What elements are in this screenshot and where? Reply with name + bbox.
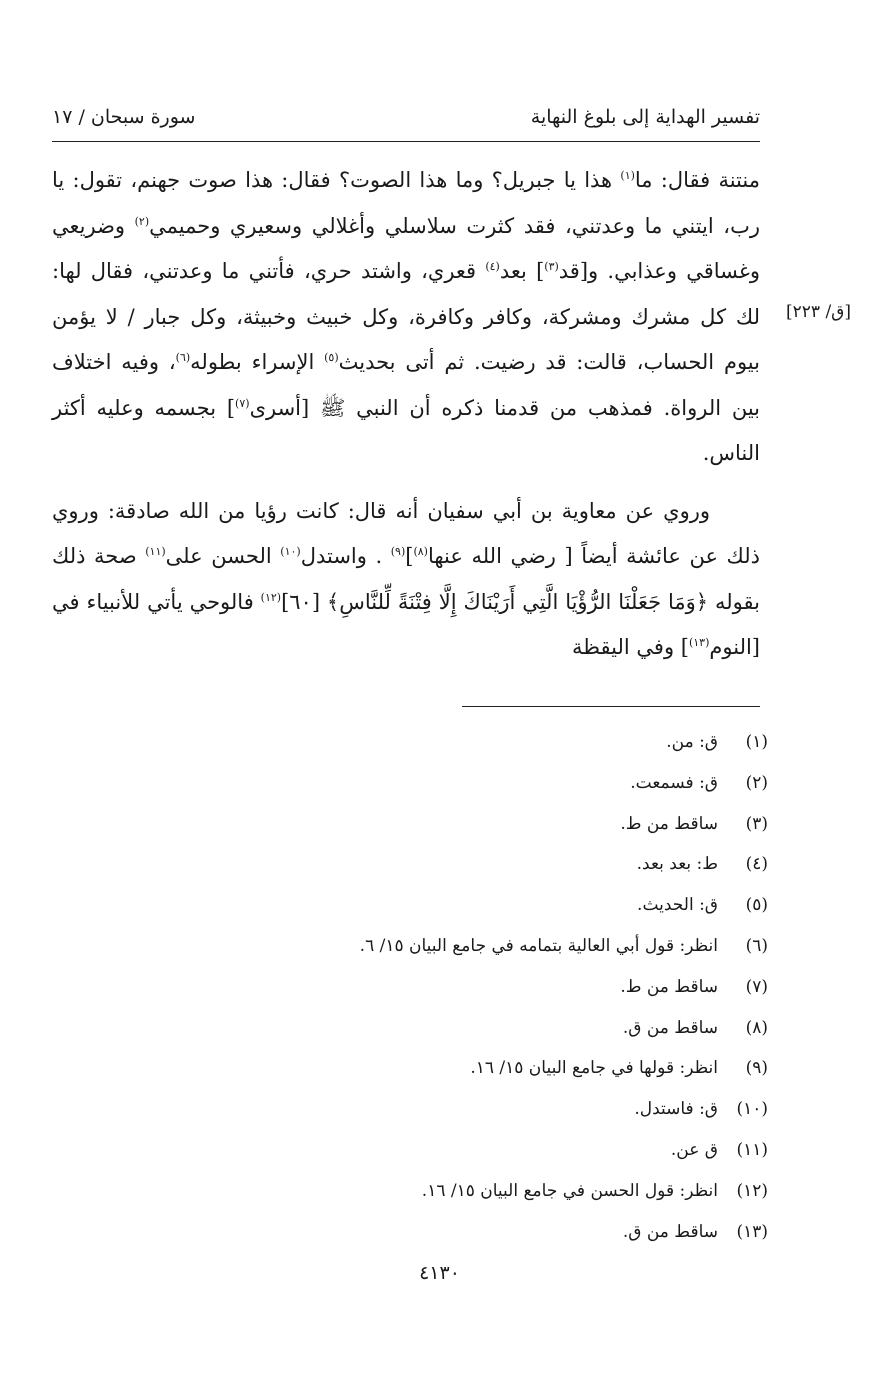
footnote-separator bbox=[462, 706, 760, 707]
footnote-item bbox=[52, 1048, 768, 1089]
footnote-text: ساقط من ط. bbox=[620, 813, 718, 834]
footnote-text: انظر: قول الحسن في جامع البيان ١٥/ ١٦. bbox=[421, 1180, 718, 1201]
text-line: بين الرواة. فمذهب من قدمنا ذكره أن النبي ﷺ [أسرى$^{(٧)}$] بجسمه وعليه أكثر bbox=[52, 395, 761, 420]
text-line: ﴿وَمَا جَعَلْنَا الرُّؤْيَا الَّتِي أَرَيْنَاكَ إِلَّا فِتْنَةً لِّلنَّاسِ﴾ [٦٠]$^{(١٢)}$ فالوحي يأتي للأنبياء في [النوم$^{(١٣)}$] وفي اليقظة bbox=[52, 589, 760, 659]
footnote-ref[interactable]: (٤) bbox=[485, 260, 500, 273]
footnote-text: ق: فسمعت. bbox=[630, 772, 718, 793]
footnote-number: (١٢) bbox=[736, 1180, 768, 1201]
footnote-ref[interactable]: (٢) bbox=[134, 214, 150, 228]
footnote-ref[interactable]: (٧) bbox=[235, 396, 250, 410]
footnote-text: ساقط من ق. bbox=[622, 1221, 718, 1242]
footnote-number: (٦) bbox=[745, 935, 768, 956]
footnote-item bbox=[52, 1008, 768, 1049]
footnote-number: (١٠) bbox=[736, 1099, 768, 1120]
footnote-item bbox=[52, 844, 768, 885]
footnote-text: ق: من. bbox=[666, 732, 718, 752]
text-line: ذلك عن عائشة أيضاً [ رضي الله عنها$^{(٨)}$]$^{(٩)}$ . واستدل$^{(١٠)}$ الحسن على$^{(١١)}$ صحة ذلك بقوله bbox=[52, 544, 760, 614]
surah-label: سورة سبحان / ١٧ bbox=[52, 106, 196, 128]
page-number: ٤١٣٠ bbox=[419, 1262, 460, 1284]
footnote-item bbox=[52, 926, 768, 967]
running-header bbox=[52, 100, 760, 134]
footnote-item bbox=[52, 804, 768, 845]
footnote-ref[interactable]: (١) bbox=[620, 169, 635, 182]
header-rule bbox=[52, 141, 760, 142]
text-line: لك كل مشرك ومشركة، وكافر وكافرة، وكل خبيث وخبيثة، وكل جبار / لا يؤمن bbox=[52, 304, 760, 329]
footnote-text: ق: فاستدل. bbox=[634, 1099, 718, 1120]
footnote-text: ساقط من ط. bbox=[620, 976, 718, 997]
footnote-number: (٤) bbox=[745, 854, 768, 875]
paragraph-1 bbox=[52, 158, 760, 477]
footnote-number: (٧) bbox=[745, 976, 768, 997]
footnote-ref[interactable]: (١٢) bbox=[260, 590, 282, 604]
footnote-item bbox=[52, 722, 768, 763]
footnote-number: (٨) bbox=[745, 1017, 768, 1038]
footnote-item bbox=[52, 967, 768, 1008]
footnote-ref[interactable]: (٣) bbox=[544, 260, 559, 273]
text-line: منتنة فقال: ما$^{(١)}$ هذا يا جبريل؟ وما هذا الصوت؟ فقال: هذا صوت جهنم، تقول: يا bbox=[52, 168, 760, 192]
footnote-text: ساقط من ق. bbox=[622, 1017, 718, 1038]
footnote-text: ق: الحديث. bbox=[637, 895, 718, 916]
footnote-text: انظر: قولها في جامع البيان ١٥/ ١٦. bbox=[470, 1058, 718, 1079]
footnote-item bbox=[52, 1171, 768, 1212]
footnote-number: (٣) bbox=[745, 813, 768, 834]
footnote-item bbox=[52, 1089, 768, 1130]
footnote-ref[interactable]: (١٠) bbox=[280, 545, 301, 558]
margin-manuscript-ref: [ق/ ٢٢٣] bbox=[786, 302, 852, 322]
footnote-number: (١) bbox=[745, 732, 768, 752]
footnote-ref[interactable]: (١١) bbox=[145, 545, 166, 558]
footnote-item bbox=[52, 1212, 768, 1253]
text-line: وروي عن معاوية بن أبي سفيان أنه قال: كانت رؤيا من الله صادقة: وروي bbox=[52, 498, 710, 523]
footnote-item bbox=[52, 763, 768, 804]
footnote-text: ق عن. bbox=[670, 1139, 718, 1160]
footnote-ref[interactable]: (٥) bbox=[324, 351, 339, 364]
footnote-ref[interactable]: (٩) bbox=[390, 545, 406, 558]
footnote-ref[interactable]: (٨) bbox=[413, 545, 428, 558]
text-line: الناس. bbox=[702, 441, 760, 465]
footnotes-list bbox=[52, 722, 768, 1252]
text-line: رب، ايتني ما وعدتني، فقد كثرت سلاسلي وأغلالي وسعيري وحميمي$^{(٢)}$ وضريعي bbox=[52, 213, 760, 238]
footnote-item bbox=[52, 885, 768, 926]
footnote-number: (٩) bbox=[745, 1058, 768, 1079]
book-title: تفسير الهداية إلى بلوغ النهاية bbox=[530, 106, 760, 128]
footnote-text: انظر: قول أبي العالية بتمامه في جامع البيان ١٥/ ٦. bbox=[359, 935, 718, 956]
text-line: بيوم الحساب، قالت: قد رضيت. ثم أتى بحديث$^{(٥)}$ الإسراء بطوله$^{(٦)}$، وفيه اختلاف bbox=[52, 350, 760, 374]
footnote-number: (٢) bbox=[745, 772, 768, 793]
paragraph-2 bbox=[52, 489, 760, 671]
main-text bbox=[52, 158, 760, 671]
quran-verse: ﴿وَمَا جَعَلْنَا الرُّؤْيَا الَّتِي أَرَيْنَاكَ إِلَّا فِتْنَةً لِّلنَّاسِ﴾ [٦٠] bbox=[281, 589, 709, 614]
footnote-number: (٥) bbox=[745, 895, 768, 916]
footnote-item bbox=[52, 1130, 768, 1171]
text-line: وغساقي وعذابي. و[قد$^{(٣)}$] بعد$^{(٤)}$ قعري، واشتد حري، فأتني ما وعدتني، فقال لها: bbox=[52, 259, 760, 283]
footnote-ref[interactable]: (٦) bbox=[175, 351, 191, 364]
footnote-ref[interactable]: (١٣) bbox=[688, 636, 710, 649]
footnote-number: (١٣) bbox=[736, 1221, 768, 1242]
footnote-text: ط: بعد بعد. bbox=[636, 854, 718, 875]
footnote-number: (١١) bbox=[736, 1139, 768, 1160]
